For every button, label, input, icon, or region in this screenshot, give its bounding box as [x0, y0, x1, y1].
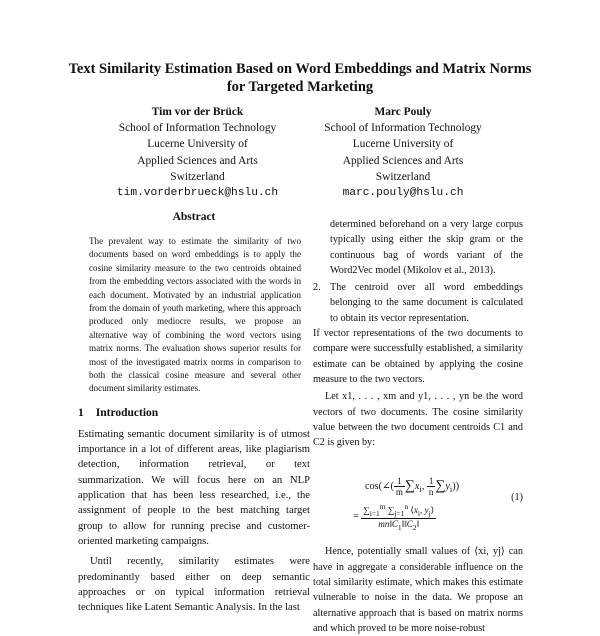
section-heading [78, 407, 310, 419]
section-title: Introduction [95, 406, 159, 419]
author-email: tim.vorderbrueck@hslu.ch [116, 187, 279, 200]
paper-title: Text Similarity Estimation Based on Word Embeddings and Matrix Norms for Targeted Marketing [68, 61, 532, 95]
author-affiliation: Applied Sciences and Arts [342, 154, 464, 167]
author-name: Marc Pouly [374, 106, 432, 118]
section-number: 1 [78, 406, 84, 419]
paragraph: Until recently, similarity estimates were predominantly based either on deep semantic approaches or on typical information retrieval techniques like Latent Semantic Analysis. In the last [78, 556, 310, 614]
list-item-continuation: determined beforehand on a very large corpus typically using either the skip gram or the continuous bag of words variant of the Word2Vec model (Mikolov et al., 2013). [330, 219, 523, 276]
author-email: marc.pouly@hslu.ch [342, 187, 464, 200]
abstract-text: The prevalent way to estimate the similarity of two documents based on word embeddings is to apply the cosine similarity measure to the two centroids obtained from the embedding vectors associated with the words in each document. Motivated by an industrial application from the domain of youth marketing, where this approach produced only mediocre results, we propose an alternative way of combining the word vectors using matrix norms. The evaluation shows superior results for most of the investigated matrix norms in comparison to both the classical cosine measure and several other document similarity estimates. [89, 236, 301, 394]
equation-line-2: = $\frac{\sum_{i=1}^m \sum_{j=1}^n ⟨x_i, y_j⟩}{mn‖C_1‖‖C_2‖}$ [353, 502, 435, 533]
list-item [313, 280, 523, 326]
right-body-continued [313, 544, 523, 636]
paragraph: If vector representations of the two documents to compare were successfully established, a similarity estimate can be obtained by applying the cosine measure to the two vectors. [313, 328, 523, 385]
abstract-heading: Abstract [172, 211, 216, 223]
author-affiliation: Lucerne University of [147, 138, 248, 151]
author-affiliation: Applied Sciences and Arts [137, 154, 258, 167]
author-affiliation: Switzerland [375, 170, 431, 183]
author-affiliation: Switzerland [170, 170, 225, 183]
right-column [313, 217, 523, 636]
author-affiliation: School of Information Technology [324, 122, 482, 135]
list-item-text: The centroid over all word embeddings belonging to the same document is calculated to obtain its vector representation. [330, 282, 523, 324]
equation-number: (1) [511, 492, 523, 504]
author-affiliation: School of Information Technology [118, 122, 277, 135]
paragraph: Let x1, . . . , xm and y1, . . . , yn be the word vectors of two documents. The cosine similarity value between the two document centroids C1 and C2 is given by: [313, 391, 523, 449]
author-name: Tim vor der Brück [151, 106, 244, 118]
paragraph: Estimating semantic document similarity is of utmost importance in a lot of different areas, like plagiarism detection, information retrieval, or text summarization. We will focus here on an NLP application that has been less researched, i.e., the assignment of people to the best matching target group to allow for running precise and customer-oriented marketing campaigns. [78, 428, 310, 547]
equation-line-1: cos(∠( $\frac{1}{m}$ $\sum x_i$, $\frac{1}{n}$ $\sum y_i$)) [365, 476, 460, 498]
list-item-number: 2. [313, 282, 321, 294]
introduction-body [78, 427, 310, 616]
left-column [78, 211, 310, 615]
author-affiliation: Lucerne University of [352, 138, 454, 151]
author-block-2 [298, 104, 508, 201]
paragraph: Hence, potentially small values of ⟨xi, yj⟩ can have in aggregate a considerable influence on the total similarity estimate, which makes this estimate vulnerable to noise in the data. We propose an alternative approach that is based on matrix norms and which proved to be more noise-robust [313, 546, 523, 634]
equation-cosine [313, 468, 523, 540]
right-body [313, 326, 523, 450]
author-block-1 [90, 104, 305, 201]
